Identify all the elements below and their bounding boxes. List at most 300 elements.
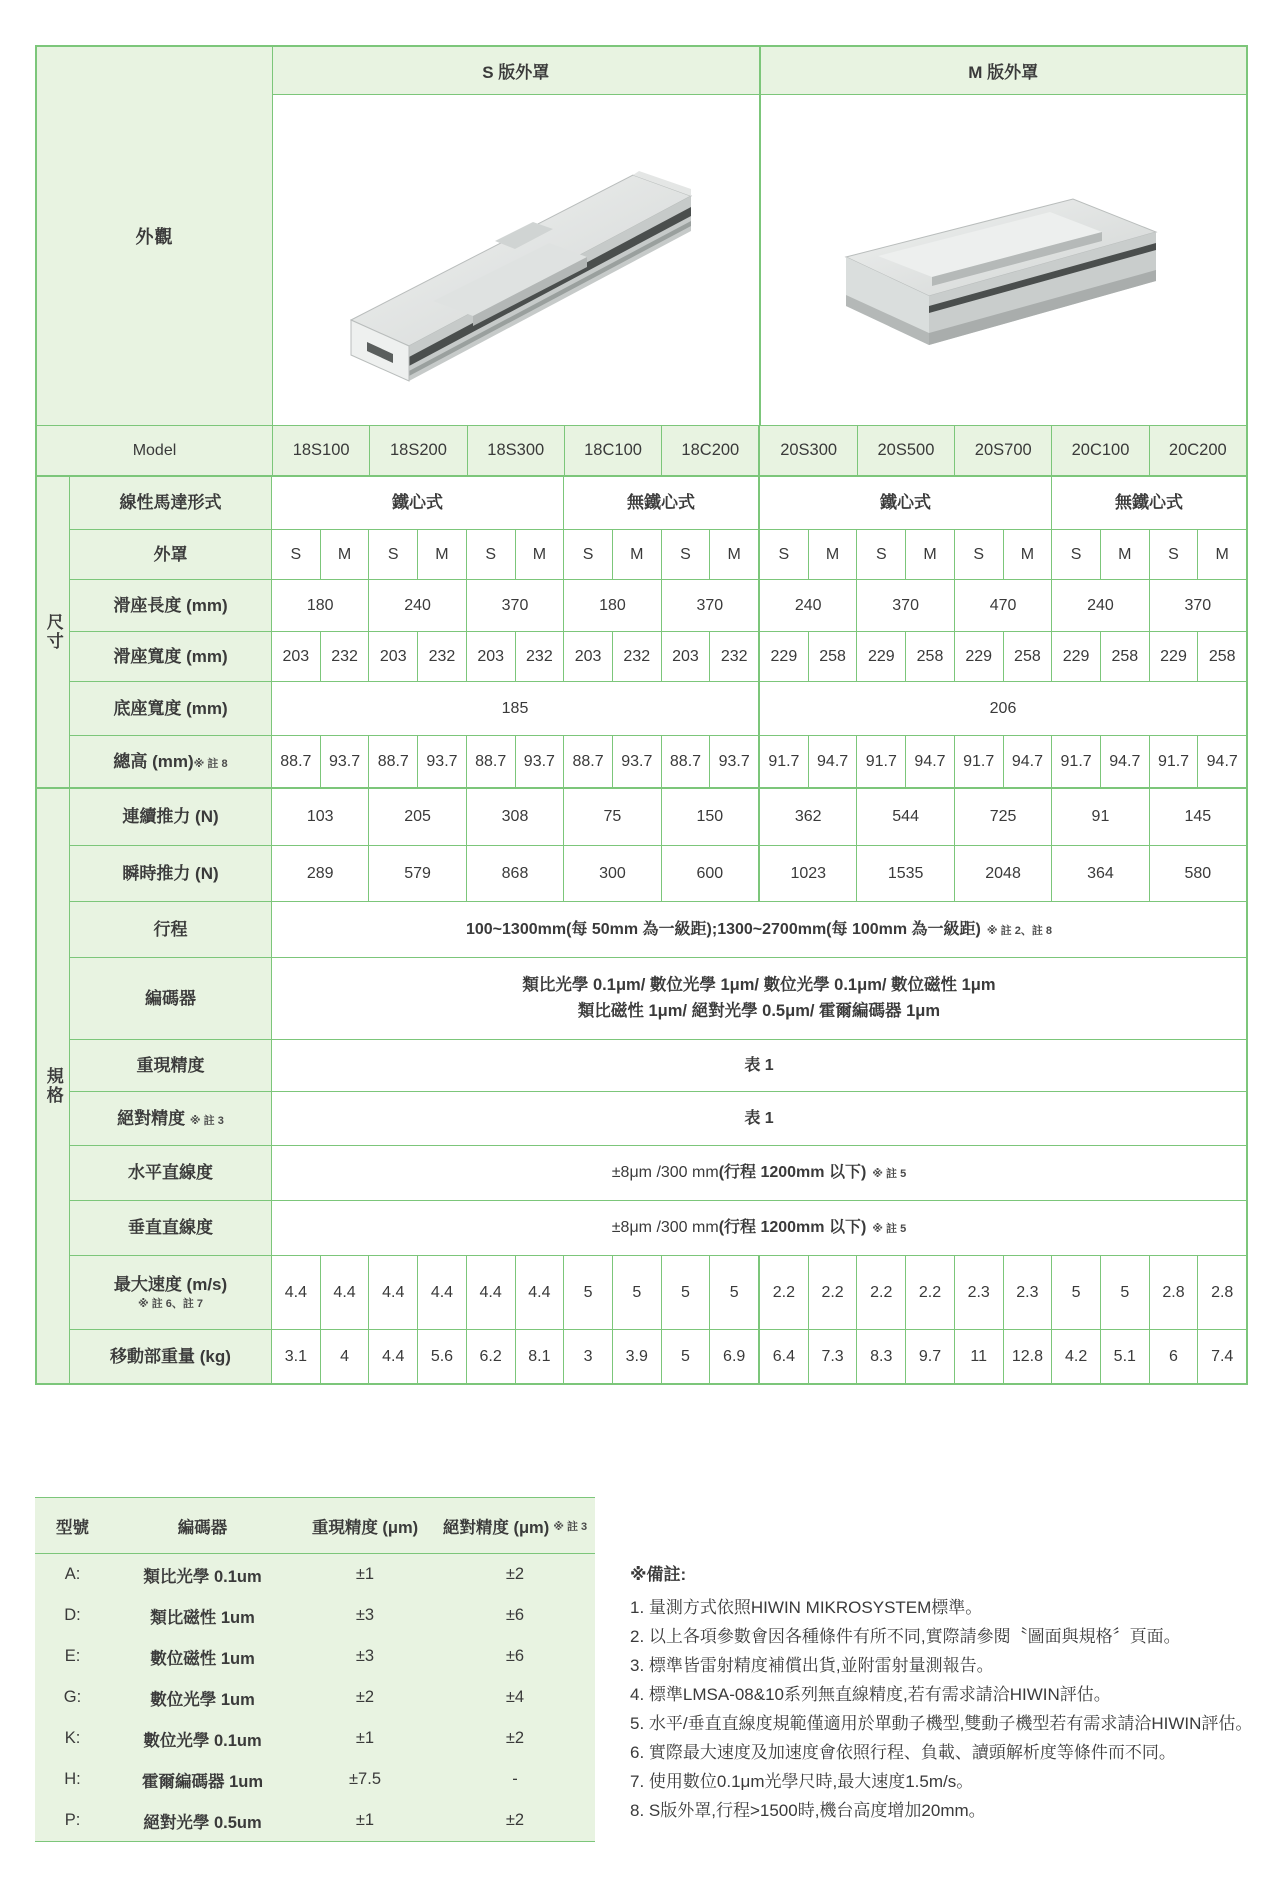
encoder-table-header-absolute-note: ※ 註 3 <box>553 1520 588 1533</box>
continuous-force-label <box>70 789 272 845</box>
encoder-code-cell: P: <box>64 1811 81 1829</box>
remark-item: 8. S版外罩,行程>1500時,機台高度增加20mm。 <box>630 1801 986 1820</box>
total-height-cell: 93.7 <box>612 736 661 787</box>
repeatability-cells <box>272 1040 1246 1091</box>
model-name-cell: 20C200 <box>1149 426 1246 475</box>
cover-label-text: 外罩 <box>153 544 188 564</box>
encoder-table-header-encoder: 編碼器 <box>177 1518 228 1537</box>
absolute-accuracy-value: 表 1 <box>744 1109 774 1127</box>
slider-width-cell: 258 <box>905 632 954 681</box>
encoder-name-cell: 絕對光學 0.5um <box>143 1813 262 1832</box>
moving-mass-cell: 4.4 <box>368 1330 417 1383</box>
max-speed-label <box>70 1256 272 1329</box>
remark-item: 4. 標準LMSA-08&10系列無直線精度,若有需求請洽HIWIN評估。 <box>630 1685 1111 1704</box>
moving-mass-cell: 5.1 <box>1100 1330 1149 1383</box>
m-cover-stage-illustration <box>768 105 1238 415</box>
cover-cells <box>272 530 1246 579</box>
moving-mass-cell: 3.9 <box>612 1330 661 1383</box>
moving-mass-cell: 9.7 <box>905 1330 954 1383</box>
slider-length-cell: 180 <box>563 580 660 631</box>
slider-width-cell: 232 <box>612 632 661 681</box>
encoder-value-cell <box>272 958 1246 1039</box>
slider-width-cell: 232 <box>320 632 369 681</box>
total-height-cell: 91.7 <box>1149 736 1198 787</box>
peak-force-cell: 600 <box>661 846 758 901</box>
moving-mass-cell: 6.2 <box>466 1330 515 1383</box>
model-name-cell: 20S300 <box>758 426 856 475</box>
slider-width-label-text: 滑座寬度 (mm) <box>113 646 228 666</box>
cover-type-cell: M <box>1003 530 1052 579</box>
cover-type-cell: S <box>368 530 417 579</box>
max-speed-cell: 2.3 <box>954 1256 1003 1329</box>
total-height-cell: 94.7 <box>808 736 857 787</box>
motor-type-cell: 鐵心式 <box>272 477 563 529</box>
moving-mass-cell: 3 <box>563 1330 612 1383</box>
moving-mass-cell: 12.8 <box>1003 1330 1052 1383</box>
remarks-title: ※備註: <box>630 1565 687 1584</box>
s-cover-header: S 版外罩 <box>482 63 550 82</box>
encoder-label-text: 編碼器 <box>145 988 196 1008</box>
slider-width-cell: 229 <box>856 632 905 681</box>
peak-force-cell: 300 <box>563 846 660 901</box>
moving-mass-cell: 4.2 <box>1051 1330 1100 1383</box>
absolute-accuracy-cells <box>272 1092 1246 1145</box>
absolute-accuracy-row <box>70 1091 1246 1145</box>
cover-row-label <box>70 530 272 579</box>
encoder-absolute-cell: ±4 <box>505 1688 525 1706</box>
motor-type-row <box>70 477 1246 529</box>
base-width-cell: 185 <box>272 682 758 735</box>
encoder-repeatability-cell: ±1 <box>355 1811 375 1829</box>
encoder-table-header-absolute-text: 絕對精度 (μm) <box>442 1518 550 1537</box>
vertical-straightness-cells <box>272 1201 1246 1255</box>
horizontal-straightness-value: ±8μm /300 mm <box>611 1164 719 1182</box>
cover-row <box>70 529 1246 579</box>
stroke-note: ※ 註 2、註 8 <box>986 924 1052 937</box>
slider-length-label <box>70 580 272 631</box>
continuous-force-cell: 103 <box>272 789 368 845</box>
max-speed-cell: 4.4 <box>417 1256 466 1329</box>
total-height-cell: 93.7 <box>417 736 466 787</box>
slider-length-cell: 240 <box>1051 580 1148 631</box>
moving-mass-cell: 5.6 <box>417 1330 466 1383</box>
slider-width-cell: 258 <box>1197 632 1246 681</box>
moving-mass-cell: 7.4 <box>1197 1330 1246 1383</box>
slider-length-row <box>70 579 1246 631</box>
encoder-name-cell: 數位光學 0.1um <box>143 1731 262 1750</box>
encoder-absolute-cell: ±2 <box>505 1729 525 1747</box>
peak-force-cell: 1535 <box>856 846 953 901</box>
total-height-row <box>70 735 1246 787</box>
remark-item: 6. 實際最大速度及加速度會依照行程、負載、讀頭解析度等條件而不同。 <box>630 1743 1176 1762</box>
total-height-cells <box>272 736 1246 787</box>
repeatability-value-cell <box>272 1040 1246 1091</box>
continuous-force-cell: 308 <box>466 789 563 845</box>
slider-width-cell: 203 <box>466 632 515 681</box>
encoder-absolute-cell: ±2 <box>505 1811 525 1829</box>
slider-width-cell: 203 <box>368 632 417 681</box>
continuous-force-cell: 544 <box>856 789 953 845</box>
max-speed-cell: 4.4 <box>320 1256 369 1329</box>
encoder-code-cell: A: <box>64 1565 81 1583</box>
peak-force-cell: 2048 <box>954 846 1051 901</box>
dimensions-section <box>37 475 1246 787</box>
encoder-name-cell: 類比光學 0.1um <box>143 1567 262 1586</box>
moving-mass-cell: 6.4 <box>758 1330 808 1383</box>
motor-type-cell: 無鐵心式 <box>1051 477 1246 529</box>
max-speed-cells <box>272 1256 1246 1329</box>
total-height-cell: 91.7 <box>954 736 1003 787</box>
slider-length-cell: 180 <box>272 580 368 631</box>
dimensions-group-label: 尺寸 <box>37 477 70 787</box>
slider-width-cell: 203 <box>661 632 710 681</box>
encoder-table-row <box>35 1718 595 1759</box>
model-name-cell: 20S500 <box>857 426 954 475</box>
max-speed-cell: 2.2 <box>758 1256 808 1329</box>
motor-type-cell: 無鐵心式 <box>563 477 758 529</box>
cover-type-cell: M <box>515 530 564 579</box>
encoder-code-cell: K: <box>64 1729 81 1747</box>
total-height-cell: 91.7 <box>856 736 905 787</box>
total-height-cell: 94.7 <box>1003 736 1052 787</box>
slider-width-label <box>70 632 272 681</box>
continuous-force-cell: 362 <box>758 789 856 845</box>
model-name-cell: 18C100 <box>564 426 661 475</box>
encoder-table-row <box>35 1677 595 1718</box>
cover-type-cell: M <box>320 530 369 579</box>
cover-type-cell: S <box>856 530 905 579</box>
encoder-table-row <box>35 1800 595 1841</box>
total-height-cell: 91.7 <box>758 736 808 787</box>
encoder-cells <box>272 958 1246 1039</box>
encoder-table-header-code: 型號 <box>56 1518 89 1537</box>
continuous-force-label-text: 連續推力 (N) <box>122 807 219 827</box>
slider-length-cell: 370 <box>1149 580 1246 631</box>
base-width-row <box>70 681 1246 735</box>
moving-mass-cell: 7.3 <box>808 1330 857 1383</box>
max-speed-cell: 4.4 <box>515 1256 564 1329</box>
stroke-cells <box>272 902 1246 957</box>
cover-type-cell: S <box>272 530 320 579</box>
encoder-table-body <box>35 1554 595 1841</box>
encoder-code-cell: H: <box>64 1770 81 1788</box>
encoder-repeatability-cell: ±3 <box>355 1647 375 1665</box>
appearance-label-text: 外觀 <box>135 227 174 247</box>
encoder-absolute-cell: ±2 <box>505 1565 525 1583</box>
slider-width-cell: 232 <box>417 632 466 681</box>
peak-force-cell: 580 <box>1149 846 1246 901</box>
cover-type-cell: M <box>417 530 466 579</box>
max-speed-cell: 4.4 <box>272 1256 320 1329</box>
horizontal-straightness-row <box>70 1145 1246 1200</box>
peak-force-label-text: 瞬時推力 (N) <box>122 863 219 883</box>
cover-version-headers <box>273 47 1246 95</box>
encoder-name-cell: 霍爾編碼器 1um <box>141 1772 263 1791</box>
moving-mass-cell: 11 <box>954 1330 1003 1383</box>
appearance-label <box>37 47 273 425</box>
encoder-options-line1: 類比光學 0.1μm/ 數位光學 1μm/ 數位光學 0.1μm/ 數位磁性 1μm <box>522 975 996 994</box>
max-speed-cell: 5 <box>709 1256 758 1329</box>
max-speed-cell: 2.3 <box>1003 1256 1052 1329</box>
slider-length-cell: 240 <box>758 580 856 631</box>
max-speed-cell: 2.2 <box>905 1256 954 1329</box>
max-speed-row <box>70 1255 1246 1329</box>
continuous-force-cell: 91 <box>1051 789 1148 845</box>
cover-type-cell: S <box>1051 530 1100 579</box>
cover-type-cell: M <box>1100 530 1149 579</box>
continuous-force-cells <box>272 789 1246 845</box>
remark-item: 7. 使用數位0.1μm光學尺時,最大速度1.5m/s。 <box>630 1772 974 1791</box>
stroke-value-cell <box>272 902 1246 957</box>
max-speed-cell: 2.2 <box>808 1256 857 1329</box>
encoder-code-cell: D: <box>64 1606 81 1624</box>
moving-mass-cell: 8.3 <box>856 1330 905 1383</box>
cover-type-cell: M <box>612 530 661 579</box>
slider-width-cell: 229 <box>954 632 1003 681</box>
appearance-section <box>37 47 1246 425</box>
model-name-cell: 18C200 <box>661 426 758 475</box>
max-speed-label-text: 最大速度 (m/s) <box>113 1274 228 1294</box>
slider-length-label-text: 滑座長度 (mm) <box>113 595 228 615</box>
encoder-table-row <box>35 1759 595 1800</box>
base-width-cells <box>272 682 1246 735</box>
moving-mass-label <box>70 1330 272 1383</box>
slider-width-cell: 229 <box>1149 632 1198 681</box>
encoder-absolute-cell: ±6 <box>505 1647 525 1665</box>
max-speed-cell: 5 <box>1051 1256 1100 1329</box>
slider-width-cell: 229 <box>758 632 808 681</box>
vertical-straightness-value-cell <box>272 1201 1246 1255</box>
encoder-table-header-absolute <box>435 1514 595 1538</box>
encoder-repeatability-cell: ±2 <box>355 1688 375 1706</box>
encoder-code-cell: E: <box>64 1647 81 1665</box>
slider-width-cell: 258 <box>808 632 857 681</box>
product-images <box>273 95 1246 425</box>
continuous-force-cell: 75 <box>563 789 660 845</box>
encoder-repeatability-cell: ±7.5 <box>349 1770 381 1788</box>
encoder-label <box>70 958 272 1039</box>
total-height-cell: 88.7 <box>272 736 320 787</box>
encoder-table-header-repeatability: 重現精度 (μm) <box>311 1518 419 1537</box>
repeatability-label-text: 重現精度 <box>136 1055 205 1075</box>
encoder-repeatability-cell: ±1 <box>355 1729 375 1747</box>
m-cover-product-image <box>759 95 1247 425</box>
motor-type-cells <box>272 477 1246 529</box>
model-name-cell: 18S300 <box>467 426 564 475</box>
model-name-cell: 20C100 <box>1051 426 1148 475</box>
model-name-cell: 18S100 <box>273 426 369 475</box>
max-speed-cell: 2.2 <box>856 1256 905 1329</box>
cover-type-cell: S <box>758 530 808 579</box>
encoder-code-cell: G: <box>63 1688 82 1706</box>
total-height-note: ※ 註 8 <box>193 757 228 770</box>
max-speed-cell: 4.4 <box>466 1256 515 1329</box>
model-row <box>37 425 1246 475</box>
horizontal-straightness-cells <box>272 1146 1246 1200</box>
cover-type-cell: S <box>1149 530 1198 579</box>
s-cover-product-image <box>273 95 759 425</box>
vertical-straightness-label-text: 垂直直線度 <box>128 1218 213 1238</box>
absolute-accuracy-label-text: 絕對精度 ※ 註 3 <box>117 1108 224 1128</box>
slider-length-cell: 370 <box>661 580 758 631</box>
encoder-row <box>70 957 1246 1039</box>
slider-width-cell: 229 <box>1051 632 1100 681</box>
max-speed-cell: 5 <box>612 1256 661 1329</box>
peak-force-cell: 579 <box>368 846 465 901</box>
repeatability-row <box>70 1039 1246 1091</box>
peak-force-cell: 1023 <box>758 846 856 901</box>
vertical-straightness-row <box>70 1200 1246 1255</box>
absolute-accuracy-label-note: ※ 註 3 <box>189 1114 224 1127</box>
slider-length-cell: 370 <box>856 580 953 631</box>
continuous-force-row <box>70 789 1246 845</box>
encoder-table-row <box>35 1595 595 1636</box>
continuous-force-cell: 150 <box>661 789 758 845</box>
model-label-text: Model <box>132 441 177 459</box>
moving-mass-cells <box>272 1330 1246 1383</box>
remark-item: 3. 標準皆雷射精度補償出貨,並附雷射量測報告。 <box>630 1656 994 1675</box>
peak-force-label <box>70 846 272 901</box>
vertical-straightness-condition: (行程 1200mm 以下) <box>718 1219 867 1237</box>
slider-width-row <box>70 631 1246 681</box>
encoder-name-cell: 數位磁性 1um <box>150 1649 255 1668</box>
slider-length-cell: 240 <box>368 580 465 631</box>
total-height-cell: 88.7 <box>661 736 710 787</box>
peak-force-cell: 364 <box>1051 846 1148 901</box>
slider-width-cells <box>272 632 1246 681</box>
horizontal-straightness-note: ※ 註 5 <box>872 1168 907 1181</box>
slider-length-cells <box>272 580 1246 631</box>
max-speed-label-note: ※ 註 6、註 7 <box>137 1297 204 1310</box>
remarks-section <box>630 1560 1255 1825</box>
remark-item: 2. 以上各項參數會因各種條件有所不同,實際請參閱〝圖面與規格〞頁面。 <box>630 1627 1181 1646</box>
total-height-cell: 94.7 <box>1100 736 1149 787</box>
encoder-table-row <box>35 1636 595 1677</box>
specs-rows <box>70 789 1246 1383</box>
moving-mass-cell: 6.9 <box>709 1330 758 1383</box>
total-height-cell: 93.7 <box>320 736 369 787</box>
vertical-straightness-value: ±8μm /300 mm <box>611 1219 719 1237</box>
encoder-repeatability-cell: ±3 <box>355 1606 375 1624</box>
encoder-absolute-cell: ±6 <box>505 1606 525 1624</box>
horizontal-straightness-value-cell <box>272 1146 1246 1200</box>
base-width-label <box>70 682 272 735</box>
moving-mass-cell: 3.1 <box>272 1330 320 1383</box>
remark-item: 1. 量測方式依照HIWIN MIKROSYSTEM標準。 <box>630 1598 983 1617</box>
motor-type-label <box>70 477 272 529</box>
slider-width-cell: 203 <box>563 632 612 681</box>
encoder-repeatability-cell: ±1 <box>355 1565 375 1583</box>
remarks-list <box>630 1593 1255 1825</box>
m-cover-header: M 版外罩 <box>759 47 1247 94</box>
continuous-force-cell: 205 <box>368 789 465 845</box>
base-width-label-text: 底座寬度 (mm) <box>113 698 228 718</box>
vertical-straightness-note: ※ 註 5 <box>872 1223 907 1236</box>
cover-type-cell: S <box>563 530 612 579</box>
total-height-cell: 93.7 <box>709 736 758 787</box>
moving-mass-cell: 6 <box>1149 1330 1198 1383</box>
moving-mass-cell: 8.1 <box>515 1330 564 1383</box>
peak-force-cell: 868 <box>466 846 563 901</box>
total-height-cell: 88.7 <box>368 736 417 787</box>
specs-group-label: 規格 <box>37 789 70 1383</box>
horizontal-straightness-label <box>70 1146 272 1200</box>
total-height-label <box>70 736 272 787</box>
s-cover-stage-illustration <box>281 105 751 415</box>
horizontal-straightness-label-text: 水平直線度 <box>128 1163 213 1183</box>
peak-force-cell: 289 <box>272 846 368 901</box>
cover-type-cell: S <box>954 530 1003 579</box>
total-height-cell: 91.7 <box>1051 736 1100 787</box>
encoder-absolute-cell: - <box>512 1770 518 1788</box>
cover-type-cell: M <box>808 530 857 579</box>
model-name-cell: 20S700 <box>954 426 1051 475</box>
slider-width-cell: 203 <box>272 632 320 681</box>
moving-mass-row <box>70 1329 1246 1383</box>
moving-mass-label-text: 移動部重量 (kg) <box>110 1346 231 1366</box>
horizontal-straightness-condition: (行程 1200mm 以下) <box>718 1164 867 1182</box>
repeatability-label <box>70 1040 272 1091</box>
encoder-options <box>522 976 995 1022</box>
moving-mass-cell: 4 <box>320 1330 369 1383</box>
cover-type-cell: S <box>466 530 515 579</box>
peak-force-row <box>70 845 1246 901</box>
total-height-cell: 94.7 <box>1197 736 1246 787</box>
moving-mass-cell: 5 <box>661 1330 710 1383</box>
main-spec-table <box>35 45 1248 1385</box>
stroke-value: 100~1300mm(每 50mm 為一級距);1300~2700mm(每 100mm 為一級距) <box>465 920 981 938</box>
max-speed-cell: 5 <box>563 1256 612 1329</box>
encoder-name-cell: 數位光學 1um <box>150 1690 255 1709</box>
max-speed-cell: 5 <box>661 1256 710 1329</box>
motor-type-cell: 鐵心式 <box>758 477 1051 529</box>
cover-type-cell: M <box>905 530 954 579</box>
cover-type-cell: S <box>661 530 710 579</box>
slider-length-cell: 370 <box>466 580 563 631</box>
slider-width-cell: 258 <box>1100 632 1149 681</box>
specs-section <box>37 787 1246 1383</box>
max-speed-cell: 2.8 <box>1197 1256 1246 1329</box>
base-width-cell: 206 <box>758 682 1246 735</box>
total-height-label-text: 總高 (mm)※ 註 8 <box>113 751 228 771</box>
peak-force-cells <box>272 846 1246 901</box>
stroke-label <box>70 902 272 957</box>
appearance-right <box>273 47 1246 425</box>
model-cells <box>273 426 1246 475</box>
total-height-cell: 88.7 <box>466 736 515 787</box>
encoder-table-header <box>35 1498 595 1554</box>
encoder-options-line2: 類比磁性 1μm/ 絕對光學 0.5μm/ 霍爾編碼器 1μm <box>577 1001 941 1020</box>
total-height-cell: 88.7 <box>563 736 612 787</box>
slider-length-cell: 470 <box>954 580 1051 631</box>
vertical-straightness-label <box>70 1201 272 1255</box>
max-speed-cell: 5 <box>1100 1256 1149 1329</box>
stroke-row <box>70 901 1246 957</box>
continuous-force-cell: 725 <box>954 789 1051 845</box>
model-row-label <box>37 426 273 475</box>
max-speed-cell: 4.4 <box>368 1256 417 1329</box>
model-name-cell: 18S200 <box>369 426 466 475</box>
max-speed-cell: 2.8 <box>1149 1256 1198 1329</box>
repeatability-value: 表 1 <box>744 1056 774 1074</box>
absolute-accuracy-label <box>70 1092 272 1145</box>
encoder-name-cell: 類比磁性 1um <box>150 1608 255 1627</box>
dimensions-rows <box>70 477 1246 787</box>
total-height-cell: 94.7 <box>905 736 954 787</box>
slider-width-cell: 232 <box>709 632 758 681</box>
slider-width-cell: 258 <box>1003 632 1052 681</box>
remark-item: 5. 水平/垂直直線度規範僅適用於單動子機型,雙動子機型若有需求請洽HIWIN評估。 <box>630 1714 1253 1733</box>
